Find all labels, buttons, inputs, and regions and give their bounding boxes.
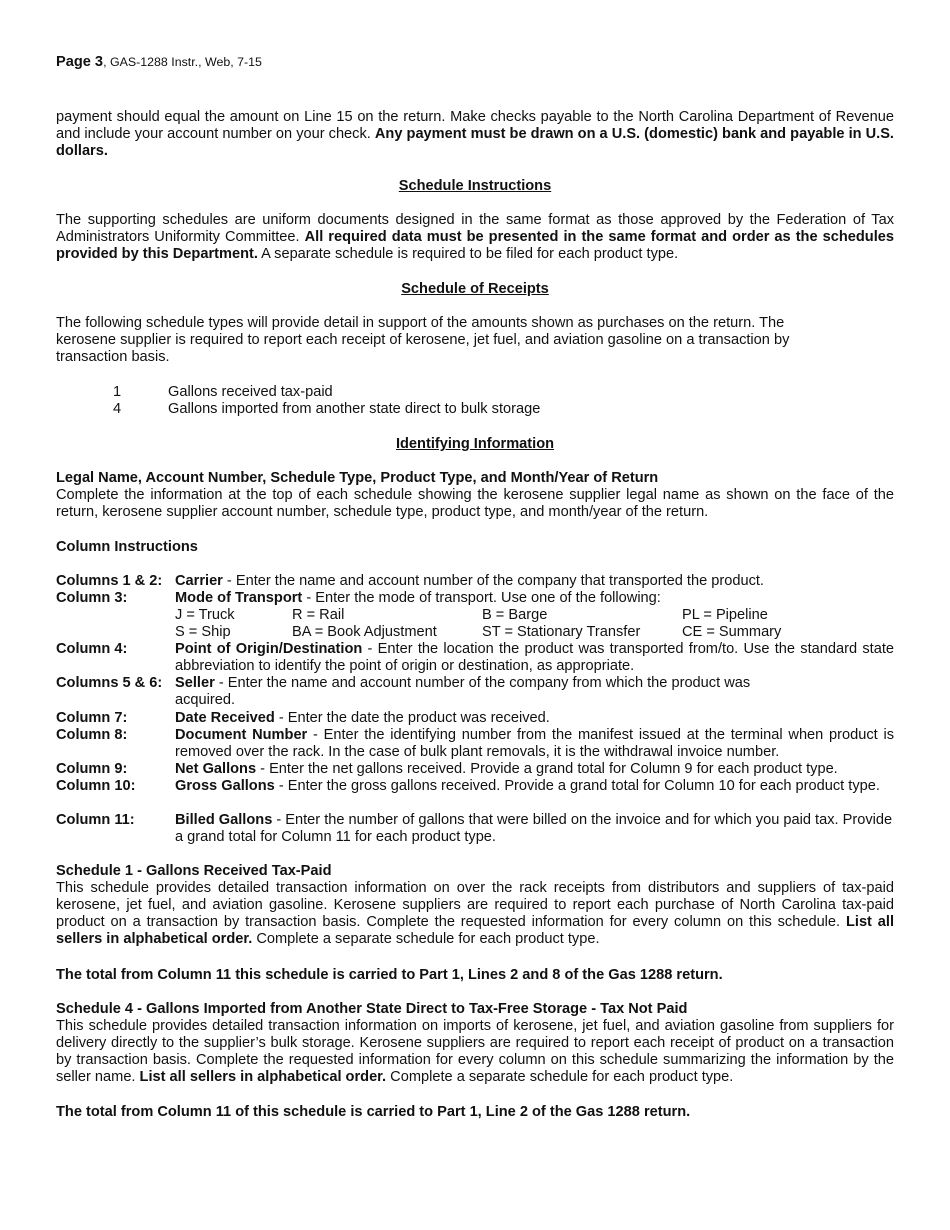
schedule-4-paragraph: This schedule provides detailed transaction information on imports of kerosene, jet fuel, and aviation gasoline from suppliers for delivery directly to the supplier’s bulk storage. Kerosene suppliers are required to report each receipt of product on a transaction by transaction basis. Complete the requested information for every column on this schedule summarizing the information by the seller name. List all sellers in alphabetical order. Complete a separate schedule for each product type. bbox=[56, 1018, 894, 1085]
list-item: 1 Gallons received tax-paid bbox=[113, 384, 333, 400]
schedule-4-heading: Schedule 4 - Gallons Imported from Another State Direct to Tax-Free Storage - Tax Not Paid bbox=[56, 1001, 688, 1017]
transport-mode-codes bbox=[175, 607, 894, 641]
mode-code: BA = Book Adjustment bbox=[292, 624, 437, 640]
schedule-1-total-note: The total from Column 11 this schedule is carried to Part 1, Lines 2 and 8 of the Gas 1288 return. bbox=[56, 967, 723, 983]
form-reference: GAS-1288 Instr., Web, 7-15 bbox=[109, 55, 262, 69]
page-number: Page 3 bbox=[56, 54, 104, 70]
mode-code: R = Rail bbox=[292, 607, 345, 623]
mode-code: PL = Pipeline bbox=[682, 607, 768, 623]
identifying-information-heading: Identifying Information bbox=[395, 436, 555, 452]
schedule-of-receipts-heading: Schedule of Receipts bbox=[401, 281, 549, 297]
mode-code: CE = Summary bbox=[682, 624, 782, 640]
schedule-instructions-paragraph: The supporting schedules are uniform documents designed in the same format as those approved by the Federation of Tax Administrators Uniformity Committee. All required data must be presented in the same format and order as the schedules provided by this Department. A separate schedule is required to be filed for each product type. bbox=[56, 212, 894, 262]
payment-paragraph: payment should equal the amount on Line 15 on the return. Make checks payable to the North Carolina Department of Revenue and include your account number on your check. Any payment must be drawn on a U.S. (domestic) bank and payable in U.S. dollars. bbox=[56, 109, 894, 159]
receipts-paragraph: The following schedule types will provide detail in support of the amounts shown as purchases on the return. The kerosene supplier is required to report each receipt of kerosene, jet fuel, and aviation gasoline on a transaction by transaction basis. bbox=[56, 315, 790, 365]
page-header: Page 3, GAS-1288 Instr., Web, 7-15 bbox=[56, 54, 262, 70]
identifying-paragraph: Complete the information at the top of each schedule showing the kerosene supplier legal name as shown on the face of the return, kerosene supplier account number, schedule type, product type, and month/year of the return. bbox=[56, 487, 894, 520]
schedule-1-heading: Schedule 1 - Gallons Received Tax-Paid bbox=[56, 863, 332, 879]
mode-code: ST = Stationary Transfer bbox=[482, 624, 641, 640]
schedule-4-total-note: The total from Column 11 of this schedule is carried to Part 1, Line 2 of the Gas 1288 return. bbox=[56, 1104, 691, 1120]
schedule-instructions-heading: Schedule Instructions bbox=[398, 178, 552, 194]
schedule-1-paragraph: This schedule provides detailed transaction information on over the rack receipts from distributors and suppliers of tax-paid kerosene, jet fuel, and aviation gasoline. Kerosene suppliers are required to report each purchase of North Carolina tax-paid product on a transaction by transaction basis. Complete the requested information for every column on this schedule. List all sellers in alphabetical order. Complete a separate schedule for each product type. bbox=[56, 880, 894, 947]
mode-code: B = Barge bbox=[482, 607, 548, 623]
mode-code: J = Truck bbox=[175, 607, 235, 623]
identifying-subheading: Legal Name, Account Number, Schedule Type, Product Type, and Month/Year of Return bbox=[56, 470, 659, 486]
mode-code: S = Ship bbox=[175, 624, 231, 640]
column-instructions-heading: Column Instructions bbox=[56, 539, 198, 555]
list-item: 4 Gallons imported from another state direct to bulk storage bbox=[113, 401, 541, 417]
